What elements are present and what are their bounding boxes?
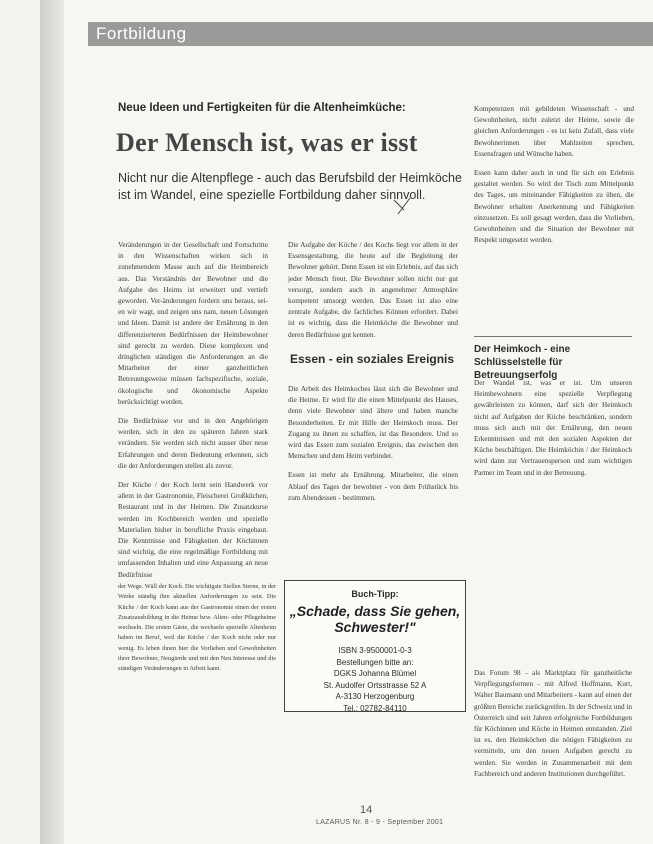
column-3-paragraph: Der Wandel ist, was er ist. Um unseren Heimbewohnern eine spezielle Verpflegung gewährleisten zu können, darf sich der Heimkoch nicht auf Aufgaben der Küche beschränken, sondern muss sich auch mit der Ernährung, den neuen Erkenntnissen und mit den sozialen Aspekten der Küche beschäftigen. Die Heimköchin / der Heimkoch wird dann zur Vertrauensperson und zum wichtigen Partner im Team und in der Betreuung. (474, 379, 632, 477)
column-2-paragraph: Die Arbeit des Heimkoches lässt sich die Bewohner und die Heime. Er wird für die einen Mittelpunkt des Hauses, denn viele Bewohner sind ältere und haben manche Besonderheiten. Er mit Hilfe der Heimkoch muss. Der Zugang zu ihnen zu schaffen, ist das Besondere. Und so wird das Essen zum sozialen Ereignis, das zwischen den Menschen und dem Heim verbindet. (288, 385, 458, 461)
book-tip-details (285, 645, 465, 714)
article-kicker: Neue Ideen und Fertigkeiten für die Altenheimküche: (118, 102, 406, 114)
column-3-divider (474, 336, 632, 337)
book-tip-isbn: ISBN 3-9500001-0-3 (338, 646, 412, 655)
column-1-paragraph: Der Küche / der Koch lernt sein Handwerk vor allem in der Gastronomie, Fleischerei Großküchen, Restaurant und in der Heimen. Die Zusatzkurse werden im Kochbereich werden und spezielle Materialien bisher in berufliche Praxis eingebaut. Die Kenntnisse und Fähigkeiten der Köchinnen sind wichtig, die eine regelmäßige Fortbildung mit umfassenden Inhalten und eine Anpassung an neue Bedürfnisse (118, 481, 268, 579)
column-3-paragraph: Das Forum 98 - als Marktplatz für ganzheitliche Verpflegungsformen - mit Alfred Hoffmann, Kurt, Walter Baumann und Mitarbeitern - kann auf einen der größten Bereiche zurückgreifen. In der Schweiz und in Österreich sind seit Jahren erfolgreiche Fortbildungen für Köchinnen und Köche in Heimen entstanden. Ziel ist es, den Heimköchen die nötigen Fähigkeiten zu vermitteln, um den neuen Aufgaben gerecht zu werden. Sie werden in Zusammenarbeit mit dem Fachbereich und anderen Institutionen durchgeführt. (474, 669, 632, 778)
column-3-paragraph: Essen kann daher auch in und für sich ein Erlebnis gestaltet werden. So wird der Tisch zum Mittelpunkt des Tages, um miteinander Fähigkeiten zu üben, die Bewohner erhalten Anerkennung und Fähigkeiten einzusetzen. Es soll gesagt werden, dass die Vorlieben, Gewohnheiten und die Situation der Bewohner mit Respekt umgesetzt werden. (474, 169, 634, 245)
book-tip-address-1: DGKS Johanna Blümel (333, 669, 417, 678)
book-tip-order-line: Bestellungen bitte an: (336, 657, 414, 667)
book-tip-address-2: St. Audolfer Ortsstrasse 52 A (323, 680, 427, 690)
column-3-paragraph: Kompetenzen mit gebildeten Wissenschaft - und Gewohnheiten, nicht zuletzt der Heime, sowie die gleichen Anforderungen - es ist kein Zufall, dass viele Bewohnerinnen über Mahlzeiten sprechen, Essensfragen und Wünsche haben. (474, 105, 634, 158)
book-tip-label: Buch-Tipp: (351, 589, 399, 599)
handwritten-check-mark (392, 196, 414, 216)
column-2-bottom (288, 384, 458, 512)
column-1 (118, 240, 268, 589)
column-2-paragraph: Essen ist mehr als Ernährung. Mitarbeiter, die einen Ablauf des Tages der bewohner - von dem Frühstück bis zum Abendessen - bestimmen. (288, 471, 458, 502)
section-label: Fortbildung (96, 24, 187, 43)
book-tip-phone: Tel.: 02782-84110 (343, 703, 407, 713)
column-2-top (288, 240, 458, 349)
column-3-bottom (474, 668, 632, 788)
column-3-middle (474, 378, 632, 487)
subhead-essen: Essen - ein soziales Ereignis (290, 352, 455, 366)
subhead-heimkoch: Der Heimkoch - eine Schlüsselstelle für Betreuungserfolg (474, 344, 571, 381)
book-tip-address-3: A-3130 Herzogenburg (335, 692, 415, 701)
column-2-paragraph: Die Aufgabe der Köche / des Kochs liegt vor allem in der Essensgestaltung, die heute auf die Begleitung der Bewohner gehört. Denn Essen ist ein Erlebnis, auf das sich jeder Mensch freut. Die Bewohner sollen nicht nur gut versorgt, sondern auch in angenehmer Atmosphäre kompetent umsorgt werden. Das Essen ist also eine zentrale Aufgabe, die fachliches Können erfordert. Dabei ist es wichtig, dass die Heimköche die Bewohner und deren Bedürfnisse gut kennen. (288, 241, 458, 339)
page-footer: LAZARUS Nr. 8 - 9 - September 2001 (316, 819, 444, 826)
book-tip-title: „Schade, dass Sie gehen, Schwester!" (289, 603, 461, 635)
book-tip-box (284, 580, 466, 712)
column-3-top (474, 104, 634, 254)
column-1-paragraph: Die Bedürfnisse vor und in den Angehörigen werden, sich in den zu späteren Jahren stark verändern. Sie werden sich nicht ausser über neue Erfahrungen und deren Bedeutung erkennen, sich die der Anforderungen stellen als zuvor. (118, 417, 268, 470)
page-number: 14 (360, 804, 373, 816)
article-lead: Nicht nur die Altenpflege - auch das Berufsbild der Heimköche ist im Wandel, eine spezielle Fortbildung daher sinnvoll. (118, 171, 462, 202)
column-1-continuation: der Wege. Wäll der Koch. Die wichtigste Stellen Sterne, in der Werke ständig ihre aktuellen Anforderungen zu sein. Die Küche / der Koch kann aus der Gastronomie einen der ersten Zusatzausbildung in die Heime bzw. Alten- oder Pflegeheime wechseln. Die ersten Gäste, die wechseln spezielle Altenheim haben im Beruf, weil die Küche / der Koch nicht oder nur wenig. Es leben ihnen hier die Vorlieben und Gewohnheiten ihrer Bewohner, Neugierde und mit den Neu Interesse und die ständigen Veränderungen in Arbeit kann. (118, 583, 276, 673)
article-headline: Der Mensch ist, was er isst (116, 128, 418, 157)
column-1-paragraph: Veränderungen in der Gesellschaft und Fortschritte in den Wissenschaften wirken sich in zunehmendem Masse auch auf die Heimbereich aus. Das Verständnis der Bewohner und die Aufgabe des Heims ist erweitert und vertieft geworden. Ver-änderungen fordern uns heraus, sei-en wir wagt, und zeigen uns nam, neuen Lösungen und Ideen. Damit ist andere der Ernährung in den differenzierteren Bedürfnissen der Heimbewohner sind gerecht zu werden. Diese komplexen und dringlichen ständigen die Anforderungen an die Mitarbeiter der einer ganzheitlichen Betreuungsweise müssen fachspezifische, soziale, ökologische und ökonomische Aspekte berücksichtigt werden. (118, 241, 268, 406)
